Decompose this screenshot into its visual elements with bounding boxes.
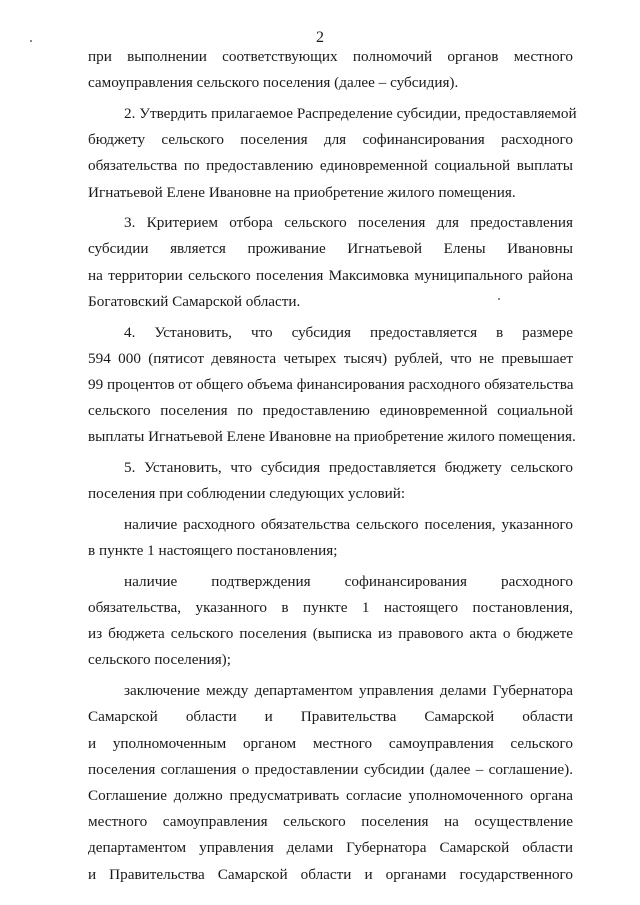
text-line: 5. Установить, что субсидия предоставляется бюджету сельского (124, 459, 573, 477)
text-line: выплаты Игнатьевой Елене Ивановне на приобретение жилого помещения. (88, 428, 576, 446)
text-line: департаментом управления делами Губернатора Самарской области (88, 839, 573, 857)
page-number: 2 (316, 29, 324, 46)
paragraph-continuation (88, 44, 573, 96)
scan-speck (498, 298, 500, 300)
text-line: 4. Установить, что субсидия предоставляется в размере (124, 323, 573, 341)
paragraph-item-4 (88, 320, 576, 451)
text-line: 594 000 (пятисот девяноста четырех тысяч) рублей, что не превышает (88, 349, 573, 367)
text-line: 3. Критерием отбора сельского поселения для предоставления (124, 214, 573, 232)
text-line: обязательства, указанного в пункте 1 настоящего постановления, (88, 599, 573, 617)
paragraph-item-5 (88, 455, 573, 507)
paragraph-item-3 (88, 210, 573, 315)
text-line: наличие расходного обязательства сельского поселения, указанного (124, 515, 573, 533)
text-line: Игнатьевой Елене Ивановне на приобретение жилого помещения. (88, 183, 516, 201)
text-line: сельского поселения); (88, 651, 231, 669)
text-line: поселения при соблюдении следующих условий: (88, 485, 406, 503)
text-line: и Правительства Самарской области и органами государственного (88, 865, 573, 883)
text-line: 2. Утвердить прилагаемое Распределение субсидии, предоставляемой (124, 104, 577, 122)
text-line: местного самоуправления сельского поселения на осуществление (88, 813, 573, 831)
document-body (88, 44, 577, 892)
text-line: Самарской области и Правительства Самарской области (88, 708, 573, 726)
text-line: субсидии является проживание Игнатьевой Елены Ивановны (88, 240, 573, 258)
text-line: Соглашение должно предусматривать согласие уполномоченного органа (88, 786, 573, 804)
text-line: заключение между департаментом управления делами Губернатора (124, 682, 573, 700)
text-line: бюджету сельского поселения для софинансирования расходного (88, 131, 573, 149)
text-line: из бюджета сельского поселения (выписка из правового акта о бюджете (88, 625, 573, 643)
scan-speck (30, 40, 32, 42)
text-line: Богатовский Самарской области. (88, 292, 301, 310)
text-line: сельского поселения по предоставлению единовременной социальной (88, 402, 573, 420)
text-line: самоуправления сельского поселения (далее – субсидия). (88, 74, 459, 92)
paragraph-condition-2 (88, 569, 573, 674)
text-line: наличие подтверждения софинансирования расходного (124, 572, 573, 590)
text-line: 99 процентов от общего объема финансирования расходного обязательства (88, 375, 574, 393)
text-line: на территории сельского поселения Максимовка муниципального района (88, 266, 573, 284)
paragraph-item-2 (88, 101, 577, 206)
paragraph-condition-3 (88, 678, 573, 888)
text-line: в пункте 1 настоящего постановления; (88, 542, 338, 560)
text-line: при выполнении соответствующих полномочий органов местного (88, 48, 573, 65)
text-line: и уполномоченным органом местного самоуправления сельского (88, 734, 573, 752)
text-line: обязательства по предоставлению единовременной социальной выплаты (88, 157, 573, 175)
paragraph-condition-1 (88, 512, 573, 564)
text-line: поселения соглашения о предоставлении субсидии (далее – соглашение). (88, 760, 573, 778)
